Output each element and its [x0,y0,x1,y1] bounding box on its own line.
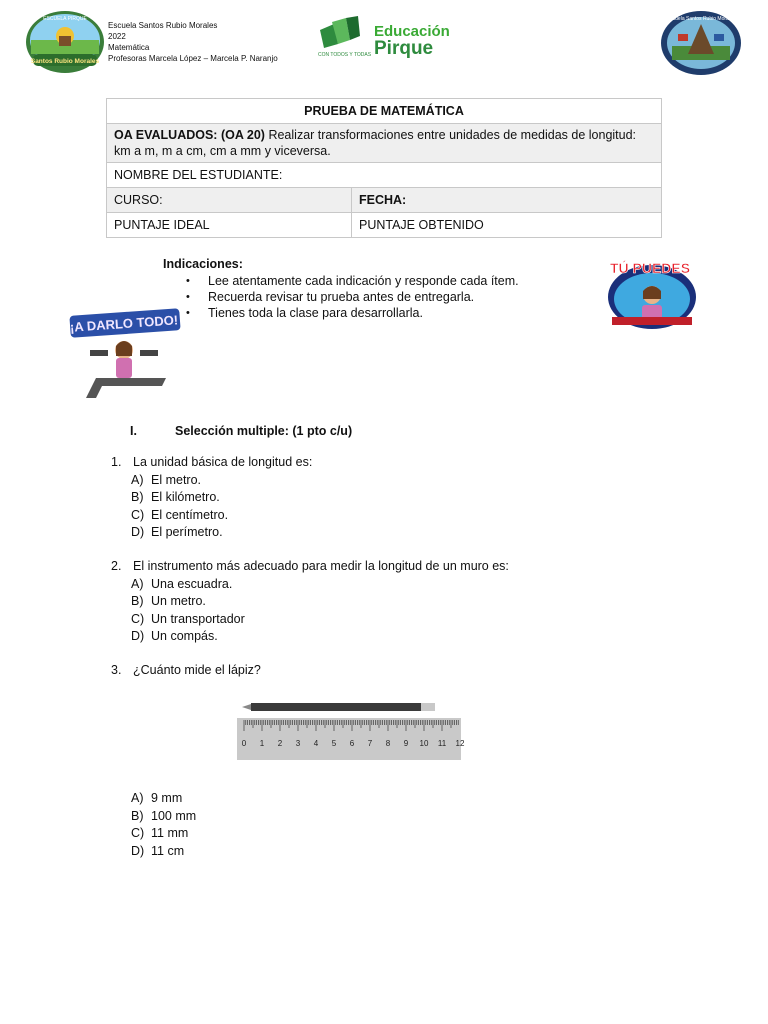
question-number: 3. [111,663,122,677]
indications-list [186,273,519,321]
ruler-label: 5 [331,739,337,748]
school-logo-right [660,10,742,76]
option-c[interactable]: C) 11 mm [131,826,189,840]
svg-text:CON TODOS Y TODAS: CON TODOS Y TODAS [318,52,372,58]
question-stem: La unidad básica de longitud es: [133,455,313,469]
school-info [108,20,278,64]
ruler-label: 7 [367,739,373,748]
svg-text:ESCUELA PIRQUE: ESCUELA PIRQUE [43,16,87,22]
svg-text:Pirque: Pirque [374,38,434,59]
indication-item: • Lee atentamente cada indicación y responde cada ítem. [186,273,519,289]
a-darlo-todo-sticker [66,306,184,404]
oa-code: (OA 20) [220,128,265,142]
question-3 [111,662,261,680]
ruler-label: 3 [295,739,301,748]
ideal-score-field: PUNTAJE IDEAL [107,213,352,238]
option-d[interactable]: D) El perímetro. [131,525,223,539]
svg-text:Santos Rubio Morales: Santos Rubio Morales [30,58,100,65]
question-stem: ¿Cuánto mide el lápiz? [133,663,261,677]
option-b[interactable]: B) 100 mm [131,808,197,823]
school-year: 2022 [108,32,126,41]
student-name-field[interactable]: NOMBRE DEL ESTUDIANTE: [107,163,662,188]
ruler-label: 12 [455,739,465,748]
school-logo-left [25,10,105,75]
question-number: 1. [111,455,122,469]
section-number: I. [130,424,137,438]
ruler-label: 2 [277,739,283,748]
option-b[interactable]: B) El kilómetro. [131,490,220,504]
option-c[interactable]: C) El centímetro. [131,507,229,522]
ruler-label: 9 [403,739,409,748]
oa-row [107,124,662,163]
svg-text:TÚ PUEDES: TÚ PUEDES [609,260,691,276]
date-field[interactable]: FECHA: [352,188,662,213]
school-name: Escuela Santos Rubio Morales [108,21,218,30]
school-subject: Matemática [108,43,150,52]
indication-item: • Tienes toda la clase para desarrollarla. [186,305,519,321]
pencil-ruler-image [237,698,465,760]
obtained-score-field[interactable]: PUNTAJE OBTENIDO [352,213,662,238]
question-number: 2. [111,559,122,573]
option-a[interactable]: A) Una escuadra. [131,576,233,591]
tu-puedes-sticker [598,253,704,333]
ruler-label: 8 [385,739,391,748]
option-b[interactable]: B) Un metro. [131,594,206,608]
ruler-label: 11 [437,739,447,748]
ruler-label: 6 [349,739,355,748]
svg-text:¡A DARLO TODO!: ¡A DARLO TODO! [69,312,179,335]
course-field[interactable]: CURSO: [107,188,352,213]
question-1 [111,454,312,542]
section-title: Selección multiple: (1 pto c/u) [175,424,353,438]
school-teachers: Profesoras Marcela López – Marcela P. Naranjo [108,54,278,63]
question-stem: El instrumento más adecuado para medir la longitud de un muro es: [133,559,509,573]
question-3-options [111,790,196,860]
option-a[interactable]: A) El metro. [131,472,202,487]
oa-label: OA EVALUADOS: [114,128,218,142]
ruler-label: 0 [241,739,247,748]
ruler-label: 1 [259,739,265,748]
indication-item: • Recuerda revisar tu prueba antes de entregarla. [186,289,519,305]
educacion-pirque-logo [316,14,461,60]
indications-title: Indicaciones: [163,257,243,271]
option-d[interactable]: D) Un compás. [131,629,218,643]
option-a[interactable]: A) 9 mm [131,791,183,805]
ruler-label: 4 [313,739,319,748]
option-c[interactable]: C) Un transportador [131,611,245,626]
ruler-label: 10 [419,739,429,748]
pencil-icon [242,703,435,711]
test-info-table [106,98,662,238]
test-title: PRUEBA DE MATEMÁTICA [107,99,662,124]
svg-text:Escuela Santos Rubio Morales: Escuela Santos Rubio Morales [666,16,736,22]
svg-text:Educación: Educación [374,23,450,40]
option-d[interactable]: D) 11 cm [131,843,185,858]
oa-text: Realizar transformaciones entre unidades de medidas de longitud: km a m, m a cm, cm a mm y viceversa. [114,128,637,158]
question-2 [111,558,509,646]
